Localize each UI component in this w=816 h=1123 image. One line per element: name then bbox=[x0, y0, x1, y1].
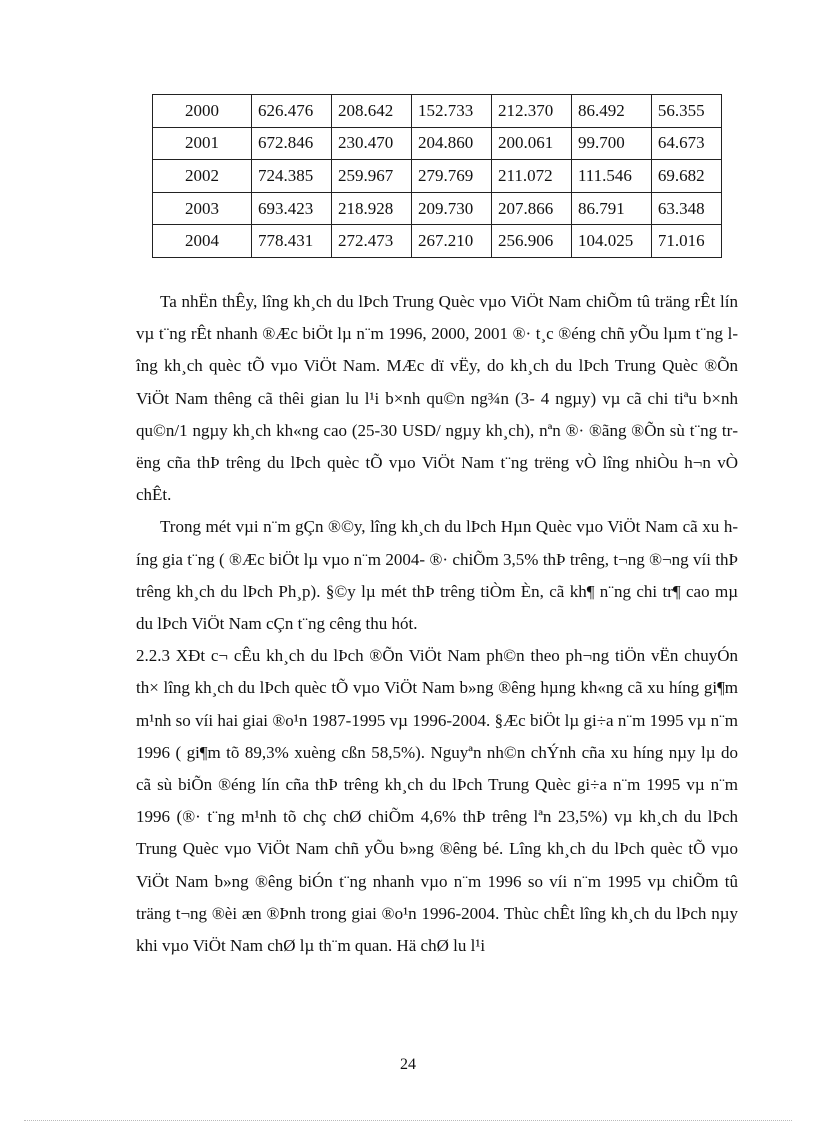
table-cell-value: 267.210 bbox=[411, 225, 491, 258]
table-cell-value: 56.355 bbox=[651, 95, 721, 128]
table-body bbox=[153, 95, 722, 258]
table-cell-value: 672.846 bbox=[252, 127, 332, 160]
paragraph-korean-visitors: Trong mét vµi n¨m gÇn ®©y, lîng kh¸ch du lÞch Hµn Quèc vµo ViÖt Nam cã xu híng gia t¨ng ( ®Æc biÖt lµ vµo n¨m 2004- ®· chiÕm 3,5% thÞ trêng, t¬ng ®¬ng víi thÞ trêng kh¸ch du lÞch Ph¸p). §©y lµ mét thÞ trêng tiÒm Èn, cã kh¶ n¨ng chi tr¶ cao mµ du lÞch ViÖt Nam cÇn t¨ng cêng thu hót. bbox=[136, 517, 738, 634]
table-cell-value: 208.642 bbox=[331, 95, 411, 128]
table-cell-value: 86.492 bbox=[571, 95, 651, 128]
table-cell-value: 152.733 bbox=[411, 95, 491, 128]
table-cell-value: 99.700 bbox=[571, 127, 651, 160]
table-cell-value: 111.546 bbox=[571, 160, 651, 193]
table-cell-value: 207.866 bbox=[491, 192, 571, 225]
table-cell-value: 279.769 bbox=[411, 160, 491, 193]
table-cell-value: 71.016 bbox=[651, 225, 721, 258]
table-cell-value: 211.072 bbox=[491, 160, 571, 193]
table-cell-value: 693.423 bbox=[252, 192, 332, 225]
table-cell-value: 200.061 bbox=[491, 127, 571, 160]
table-cell-value: 212.370 bbox=[491, 95, 571, 128]
table-row bbox=[153, 160, 722, 193]
table-cell-year: 2002 bbox=[153, 160, 252, 193]
table-cell-value: 86.791 bbox=[571, 192, 651, 225]
table-cell-value: 256.906 bbox=[491, 225, 571, 258]
table-row bbox=[153, 95, 722, 128]
table-row bbox=[153, 127, 722, 160]
body-text bbox=[136, 286, 738, 962]
table-cell-value: 218.928 bbox=[331, 192, 411, 225]
paragraph-section-2-2-3: 2.2.3 XÐt c¬ cÊu kh¸ch du lÞch ®Õn ViÖt Nam ph©n theo ph¬ng tiÖn vËn chuyÓn th× lîng kh¸ch du lÞch quèc tÕ vµo ViÖt Nam b»ng ®êng hµng kh«ng cã xu híng gi¶m m¹nh so víi hai giai ®o¹n 1987-1995 vµ 1996-2004. §Æc biÖt lµ gi÷a n¨m 1995 vµ n¨m 1996 ( gi¶m tõ 89,3% xuèng cßn 58,5%). Nguyªn nh©n chÝnh cña xu híng nµy lµ do cã sù biÕn ®éng lín cña thÞ trêng kh¸ch du lÞch Trung Quèc gi÷a n¨m 1995 vµ n¨m 1996 (®· t¨ng m¹nh tõ chç chØ chiÕm 4,6% thÞ trêng lªn 23,5%) vµ kh¸ch du lÞch Trung Quèc vµo ViÖt Nam chñ yÕu b»ng ®êng bé. Lîng kh¸ch du lÞch quèc tÕ vµo ViÖt Nam b»ng ®êng biÓn t¨ng nhanh vµo n¨m 1996 so víi n¨m 1995 vµ chiÕm tû träng t¬ng ®èi æn ®Þnh trong giai ®o¹n 1996-2004. Thùc chÊt lîng kh¸ch du lÞch nµy khi vµo ViÖt Nam chØ lµ th¨m quan. Hä chØ lu l¹i bbox=[136, 646, 738, 956]
paragraph-chinese-visitors: Ta nhËn thÊy, lîng kh¸ch du lÞch Trung Quèc vµo ViÖt Nam chiÕm tû träng rÊt lín vµ t¨ng rÊt nhanh ®Æc biÖt lµ n¨m 1996, 2000, 2001 ®· t¸c ®éng chñ yÕu lµm t¨ng lîng kh¸ch quèc tÕ vµo ViÖt Nam. MÆc dï vËy, do kh¸ch du lÞch Trung Quèc ®Õn ViÖt Nam thêng cã thêi gian lu l¹i b×nh qu©n ng¾n (3- 4 ngµy) vµ cã chi tiªu b×nh qu©n/1 ngµy kh¸ch kh«ng cao (25-30 USD/ ngµy kh¸ch), nªn ®· ®ãng ®Õn sù t¨ng trëng cña thÞ trêng du lÞch quèc tÕ vµo ViÖt Nam t¨ng trëng vÒ lîng nhiÒu h¬n vÒ chÊt. bbox=[136, 292, 738, 505]
table-cell-value: 259.967 bbox=[331, 160, 411, 193]
table-cell-value: 230.470 bbox=[331, 127, 411, 160]
page-bottom-divider bbox=[24, 1120, 792, 1121]
table-cell-value: 104.025 bbox=[571, 225, 651, 258]
table-cell-value: 724.385 bbox=[252, 160, 332, 193]
table-cell-year: 2004 bbox=[153, 225, 252, 258]
table-cell-value: 209.730 bbox=[411, 192, 491, 225]
table-cell-value: 64.673 bbox=[651, 127, 721, 160]
table-cell-value: 69.682 bbox=[651, 160, 721, 193]
table-cell-year: 2001 bbox=[153, 127, 252, 160]
table-cell-value: 778.431 bbox=[252, 225, 332, 258]
table-cell-value: 204.860 bbox=[411, 127, 491, 160]
table-cell-year: 2003 bbox=[153, 192, 252, 225]
page-number: 24 bbox=[400, 1056, 416, 1073]
table-cell-value: 63.348 bbox=[651, 192, 721, 225]
table-cell-value: 626.476 bbox=[252, 95, 332, 128]
table-row bbox=[153, 192, 722, 225]
table-row bbox=[153, 225, 722, 258]
table-cell-value: 272.473 bbox=[331, 225, 411, 258]
table-cell-year: 2000 bbox=[153, 95, 252, 128]
visitor-statistics-table bbox=[152, 94, 722, 258]
